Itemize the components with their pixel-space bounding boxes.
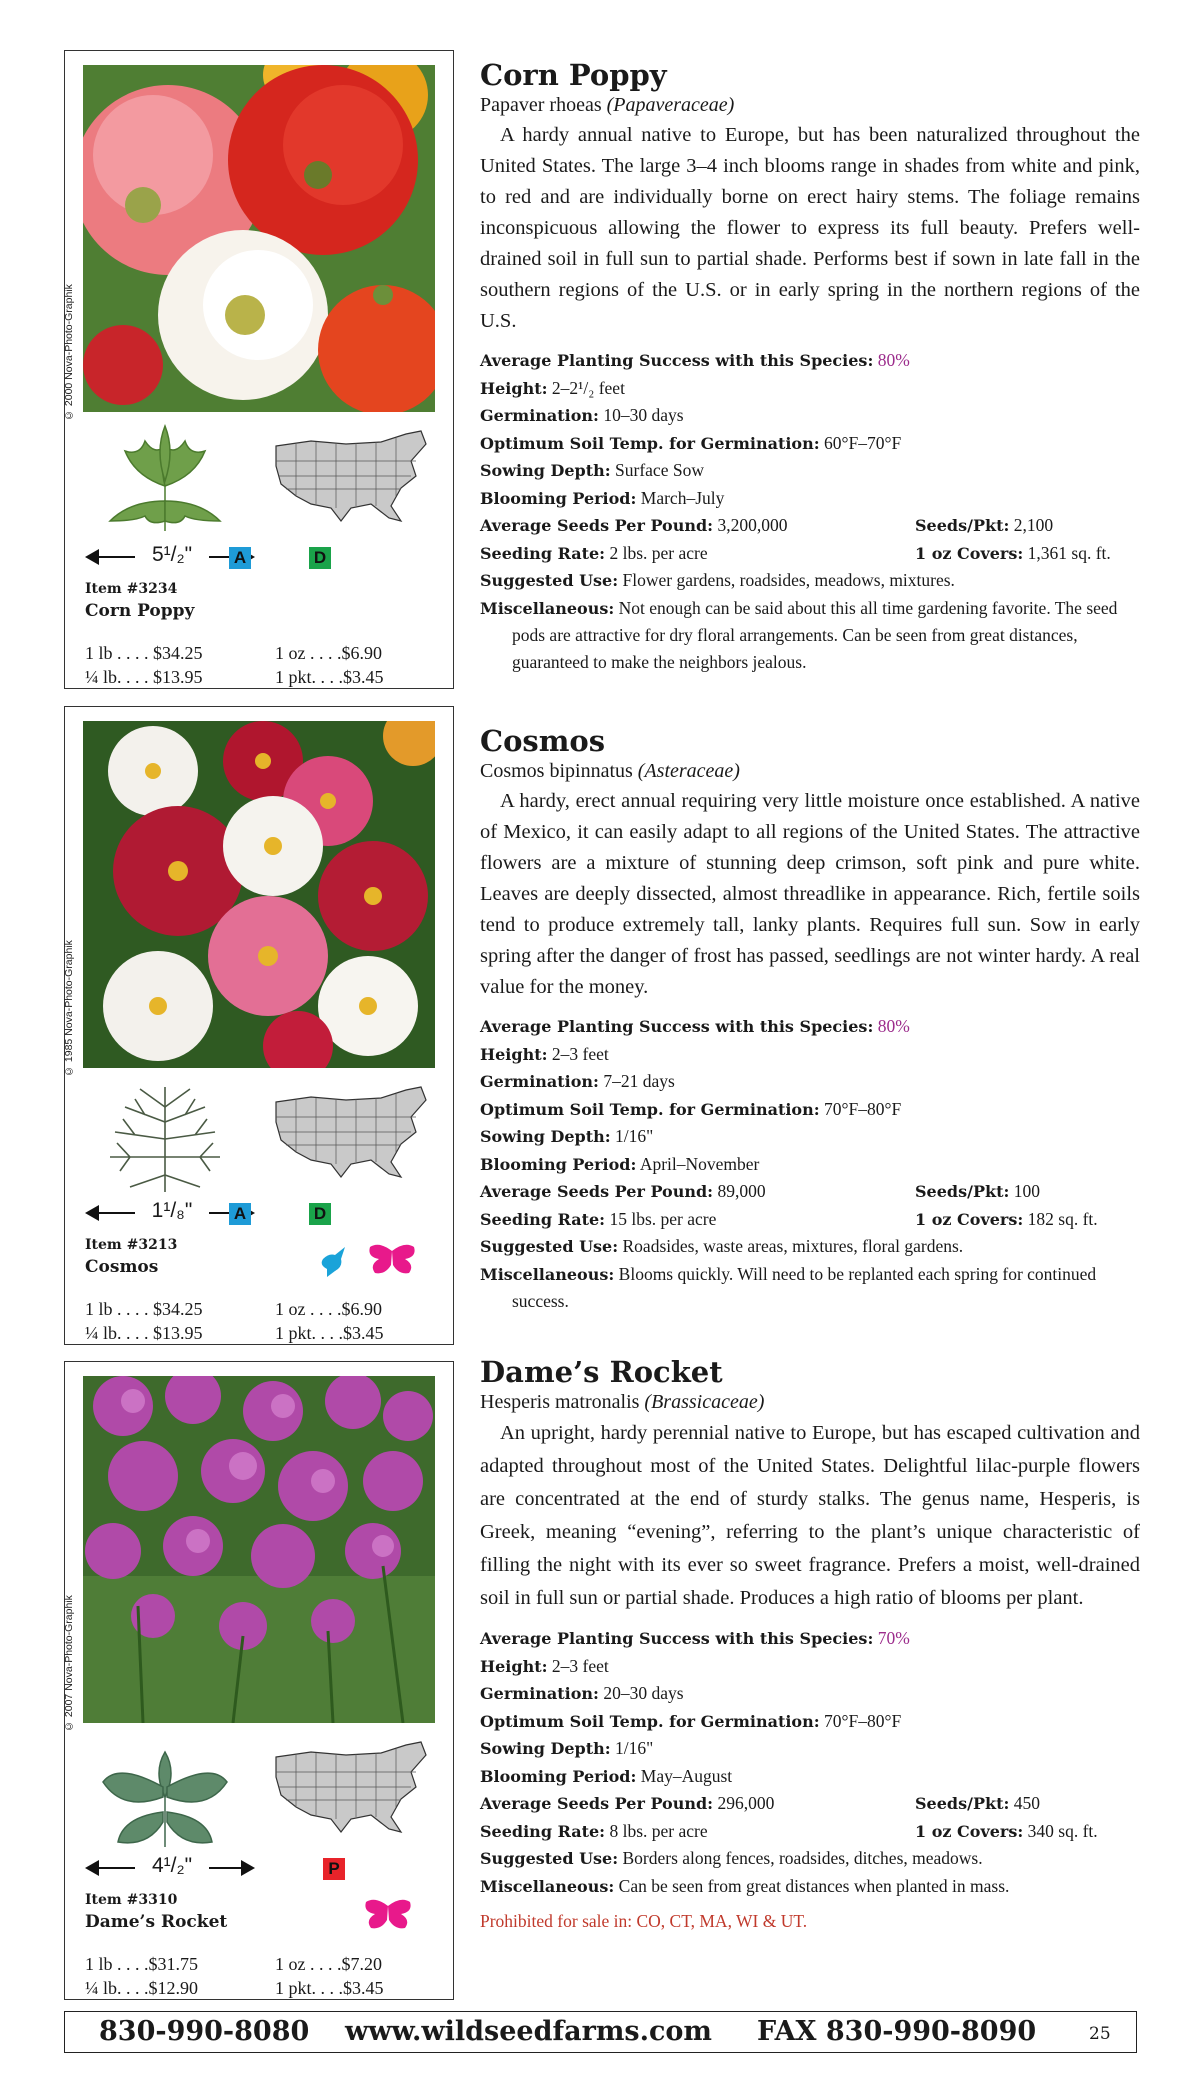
website-link[interactable]: www.wildseedfarms.com <box>345 2016 713 2047</box>
product-card-corn-poppy <box>64 50 454 689</box>
item-name: Dame’s Rocket <box>85 1912 228 1932</box>
hummingbird-icon <box>305 1243 349 1279</box>
species-description-dames-rocket <box>480 1355 1140 1935</box>
seed-size-measure: 5¹/₂" <box>85 543 255 569</box>
cosmos-leaf-icon <box>95 1077 235 1197</box>
specs: Average Planting Success with this Species: 70% Height: 2–3 feet Germination: 20–30 days Optimum Soil Temp. for Germination: 70°F–80°F Sowing Depth: 1/16" Blooming Period: May–August Average Seeds Per Pound: 296,000 Seeds/Pkt: 450 Seeding Rate: 8 lbs. per acre 1 oz Covers: 340 sq. ft. Suggested Use: Borders along fences, roadsides, ditches, meadows. Miscellaneous: Can be seen from great distances when planted in mass. Prohibited for sale in: CO, CT, MA, WI & UT. <box>480 1625 1140 1935</box>
price-1lb: 1 lb . . . . $34.25 <box>85 1299 203 1319</box>
corn-poppy-leaf-icon <box>95 421 235 541</box>
price-pkt: 1 pkt. . . .$3.45 <box>275 1323 384 1343</box>
price-pkt: 1 pkt. . . .$3.45 <box>275 1978 384 1998</box>
corn-poppy-photo <box>83 65 435 412</box>
price-list <box>85 1952 384 2000</box>
seed-size-measure: 4¹/₂" <box>85 1854 255 1880</box>
description: A hardy annual native to Europe, but has been naturalized throughout the United States. The large 3–4 inch blooms range in shades from white and pink, to red and are individually borne on erect hairy stems. The foliage remains inconspicuous allowing the flower to express its full beauty. Prefers well-drained soil in full sun to partial shade. Performs best if sown in late fall in the southern regions of the U.S. or in early spring in the northern regions of the U.S. <box>480 124 1140 332</box>
butterfly-icon <box>363 1898 413 1932</box>
dames-rocket-leaf-icon <box>95 1732 235 1852</box>
item-number: Item #3234 <box>85 581 178 597</box>
prohibited-notice: Prohibited for sale in: CO, CT, MA, WI & UT. <box>480 1911 808 1931</box>
photo-credit: © 1985 Nova-Photo-Graphik <box>63 940 75 1077</box>
page-number: 25 <box>1089 2024 1111 2044</box>
species-title: Corn Poppy <box>480 58 667 92</box>
dames-rocket-photo <box>83 1376 435 1723</box>
zone-badge-annual: A <box>229 1203 251 1225</box>
specs: Average Planting Success with this Species: 80% Height: 2–3 feet Germination: 7–21 days Optimum Soil Temp. for Germination: 70°F–80°F Sowing Depth: 1/16" Blooming Period: April–November Average Seeds Per Pound: 89,000 Seeds/Pkt: 100 Seeding Rate: 15 lbs. per acre 1 oz Covers: 182 sq. ft. Suggested Use: Roadsides, waste areas, mixtures, floral gardens. Miscellaneous: Blooms quickly. Will need to be replanted each spring for continued success. <box>480 1016 1098 1311</box>
species-title: Cosmos <box>480 724 606 758</box>
footer-contact-bar <box>64 2011 1137 2053</box>
item-name: Cosmos <box>85 1257 159 1277</box>
price-1lb: 1 lb . . . .$31.75 <box>85 1954 199 1974</box>
cosmos-photo <box>83 721 435 1068</box>
zone-badge-d: D <box>309 547 331 569</box>
price-list <box>85 1297 384 1345</box>
price-pkt: 1 pkt. . . .$3.45 <box>275 667 384 687</box>
price-1lb: 1 lb . . . . $34.25 <box>85 643 203 663</box>
scientific-name: Papaver rhoeas (Papaveraceae) <box>480 94 735 116</box>
item-number: Item #3213 <box>85 1237 178 1253</box>
seed-size-measure: 1¹/₈" <box>85 1199 255 1225</box>
scientific-name: Cosmos bipinnatus (Asteraceae) <box>480 760 740 782</box>
butterfly-icon <box>367 1243 417 1277</box>
photo-credit: © 2000 Nova-Photo-Graphik <box>63 284 75 421</box>
us-map-icon <box>271 1737 431 1837</box>
us-map-icon <box>271 1082 431 1182</box>
scientific-name: Hesperis matronalis (Brassicaceae) <box>480 1391 765 1413</box>
species-description-corn-poppy <box>480 58 1140 675</box>
price-1oz: 1 oz . . . .$6.90 <box>275 1299 382 1319</box>
product-card-cosmos <box>64 706 454 1345</box>
photo-credit: © 2007 Nova-Photo-Graphik <box>63 1595 75 1732</box>
product-card-dames-rocket <box>64 1361 454 2000</box>
species-title: Dame’s Rocket <box>480 1355 723 1389</box>
zone-badge-d: D <box>309 1203 331 1225</box>
price-quarter-lb: ¼ lb. . . . $13.95 <box>85 667 203 687</box>
description: A hardy, erect annual requiring very little moisture once established. A native of Mexico, it can easily adapt to all regions of the United States. The attractive flowers are a mixture of stunning deep crimson, soft pink and pure white. Leaves are deeply dissected, almost threadlike in appearance. Rich, fertile soils tend to produce extremely tall, lanky plants. Requires full sun. Sow in early spring after the danger of frost has passed, seedlings are not winter hardy. A real value for the money. <box>480 790 1140 998</box>
species-description-cosmos <box>480 724 1140 1315</box>
zone-badge-annual: A <box>229 547 251 569</box>
zone-badge-perennial: P <box>323 1858 345 1880</box>
price-1oz: 1 oz . . . .$7.20 <box>275 1954 382 1974</box>
description: An upright, hardy perennial native to Europe, but has escaped cultivation and adapted throughout most of the United States. Delightful lilac-purple flowers are concentrated at the end of sturdy stalks. The genus name, Hesperis, is Greek, meaning “evening”, referring to the plant’s unique characteristic of filling the night with its ever so sweet fragrance. Prefers a moist, well-drained soil in full sun or partial shade. Produces a high ratio of blooms per plant. <box>480 1422 1140 1609</box>
item-name: Corn Poppy <box>85 601 195 621</box>
price-quarter-lb: ¼ lb. . . . $13.95 <box>85 1323 203 1343</box>
phone-number[interactable]: 830-990-8080 <box>99 2016 310 2047</box>
us-map-icon <box>271 426 431 526</box>
price-quarter-lb: ¼ lb. . . .$12.90 <box>85 1978 199 1998</box>
price-1oz: 1 oz . . . .$6.90 <box>275 643 382 663</box>
item-number: Item #3310 <box>85 1892 178 1908</box>
price-list <box>85 641 384 689</box>
specs: Average Planting Success with this Species: 80% Height: 2–2¹/₂ feet Germination: 10–30 days Optimum Soil Temp. for Germination: 60°F–70°F Sowing Depth: Surface Sow Blooming Period: March–July Average Seeds Per Pound: 3,200,000 Seeds/Pkt: 2,100 Seeding Rate: 2 lbs. per acre 1 oz Covers: 1,361 sq. ft. Suggested Use: Flower gardens, roadsides, meadows, mixtures. Miscellaneous: Not enough can be said about this all time gardening favorite. The seed pods are attractive for dry floral arrangements. Can be seen from great distances, guaranteed to make the neighbors jealous. <box>480 350 1118 672</box>
fax-number: FAX 830-990-8090 <box>757 2016 1037 2047</box>
